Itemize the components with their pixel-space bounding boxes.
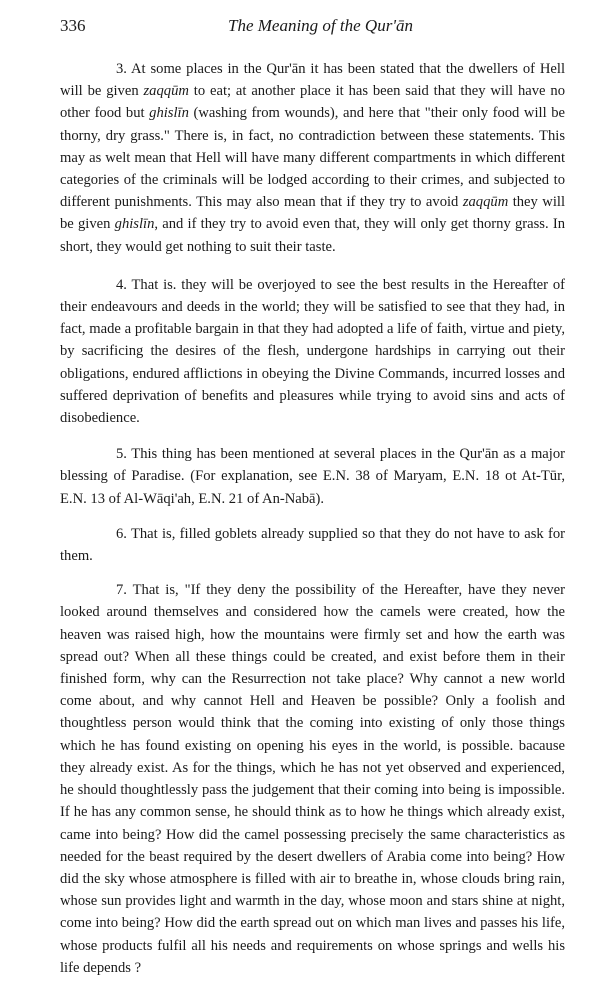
note-text: to eat; at another place it has been said that they will have no other food but bbox=[60, 83, 565, 122]
running-title: The Meaning of the Qur'ān bbox=[228, 16, 413, 35]
explanatory-note-6: 6. That is, filled goblets already supplied so that they do not have to ask for them. bbox=[60, 525, 565, 565]
note-text: (washing from wounds), and here that "their only food will be thorny, dry grass." There is, in fact, no contradiction between these statements. This may as welt mean that Hell will have many different compartments in which different categories of the criminals will be lodged according to their crimes, and subjected to different punishments. This may also mean that if they try to avoid bbox=[60, 105, 565, 211]
italic-term: ghislīn bbox=[114, 216, 155, 233]
explanatory-note-3 bbox=[60, 58, 565, 258]
note-text: 3. At some places in the Qur'ān it has been stated that the dwellers of Hell will be given bbox=[60, 61, 565, 100]
note-text: they will be given bbox=[60, 194, 565, 233]
page-number: 336 bbox=[60, 16, 86, 35]
explanatory-note-7: 7. That is, "If they deny the possibility of the Hereafter, have they never looked around themselves and considered how the camels were created, how the heaven was raised high, how the mountains were firmly set and how the earth was spread out? When all these things could be created, and exist before them in their finished form, why can the Resurrection not take place? Why cannot a new world come about, and why cannot Hell and Heaven be possible? Only a foolish and thoughtless person would think that the coming into existing of only those things which he has found existing on opening his eyes in the world, is possible. bacause they already exist. As for the things, which he has not yet observed and experienced, he should thoughtlessly pass the judgement that their coming into being is impossible. If he has any common sense, he should think as to how he things which already exist, came into being? How did the camel possessing precisely the same characteristics as needed for the beast required by the desert dwellers of Arabia come into being? How did the sky whose atmosphere is filled with air to breathe in, whose clouds bring rain, whose sun provides light and warmth in the day, whose moon and stars shine at night, come into being? How did the earth spread out on which man lives and passes his life, whose products fulfil all his needs and requirements on whose springs and wells his life depends ? bbox=[60, 582, 565, 976]
italic-term: zaqqūm bbox=[462, 194, 509, 211]
page-header bbox=[60, 16, 565, 40]
page-body bbox=[60, 58, 565, 991]
explanatory-note-5: 5. This thing has been mentioned at several places in the Qur'ān as a major blessing of Paradise. (For explanation, see E.N. 38 of Maryam, E.N. 18 ot At-Tūr, E.N. 13 of Al-Wāqi'ah, E.N. 21 of An-Nabā). bbox=[60, 446, 565, 507]
note-text: , and if they try to avoid even that, they will only get thorny grass. In short, they would get nothing to suit their taste. bbox=[60, 216, 565, 255]
explanatory-note-4: 4. That is. they will be overjoyed to see the best results in the Hereafter of their endeavours and deeds in the world; they will be satisfied to see that they had, in fact, made a profitable bargain in that they had adopted a life of faith, virtue and piety, by sacrificing the desires of the flesh, undergone hardships in carrying out their obligations, endured afflictions in obeying the Divine Commands, incurred losses and suffered deprivation of benefits and pleasures while trying to avoid sins and acts of disobedience. bbox=[60, 276, 565, 427]
italic-term: zaqqūm bbox=[143, 83, 189, 100]
italic-term: ghislīn bbox=[149, 105, 189, 122]
